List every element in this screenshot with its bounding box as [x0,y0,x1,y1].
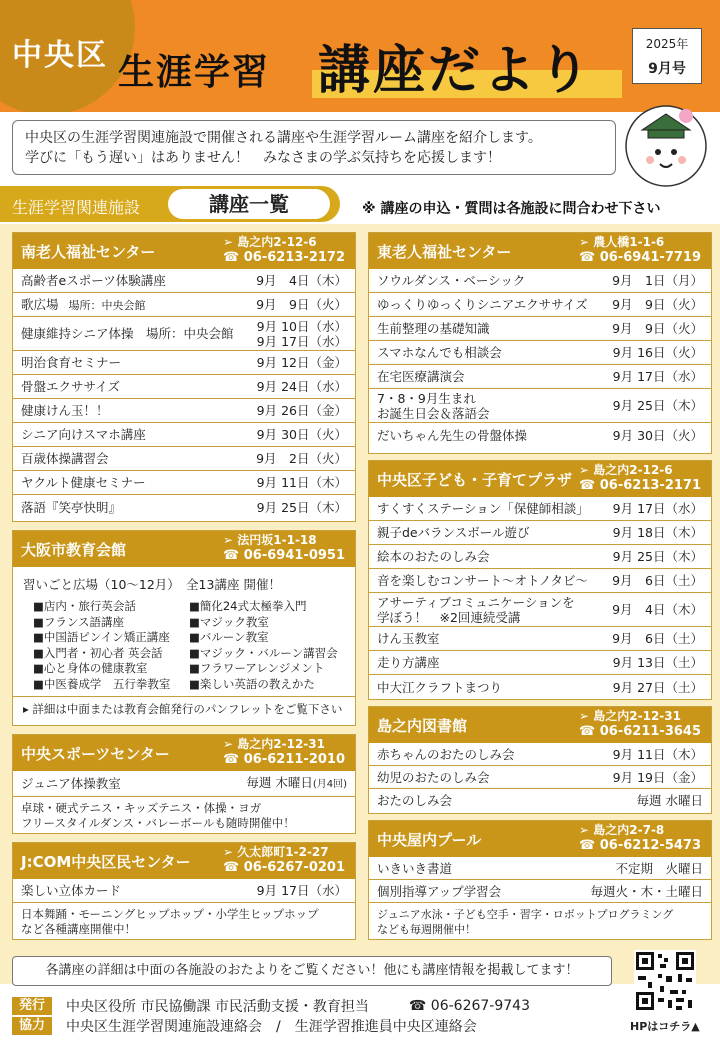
course-name: シニア向けスマホ講座 [21,427,146,442]
course-item: ■バルーン教室 [189,630,269,644]
course-name: 高齢者eスポーツ体験講座 [21,273,166,288]
panel-higashi [368,232,712,454]
kyoiku-body [13,567,355,696]
course-item: ■簡化24式太極拳入門 [189,599,307,613]
facility-name: 島之内図書館 [377,717,468,735]
course-item: ■中医養成学 五行拳教室 [33,676,171,691]
course-date: 9月 25日（木） [612,398,703,413]
course-date: 9月 17日（水） [612,501,703,516]
kyoiku-course-grid [23,599,345,692]
course-name: 健康けん玉！！ [21,403,109,418]
list-item [13,399,355,423]
list-item [369,389,711,423]
course-date: 9月 19日（金） [612,769,703,785]
facility-address: ➢ 農人橋1-1-6 [579,235,665,249]
publisher-phone: ☎ 06-6267-9743 [408,998,530,1014]
panel-library [368,706,712,814]
list-item [369,521,711,545]
course-date: 不定期 火曜日 [615,860,703,876]
course-item: ■中国語ピンイン矯正講座 [33,630,170,644]
course-date: 9月 30日（火） [612,427,703,443]
kyoiku-footnote: ▸ 詳細は中面または教育会館発行のパンフレットをご覧下さい [13,696,355,721]
bottom-notice: 各講座の詳細は中面の各施設のおたよりをご覧ください！他にも講座情報を掲載してます！ [12,956,612,986]
list-item [369,743,711,766]
list-item [369,627,711,651]
kyoiku-headline: 習いごと広場（10～12月） 全13講座 開催！ [23,577,281,592]
course-name: アサーティブコミュニケーションを 学ぼう！ ※2回連続受講 [377,594,575,625]
course-date: 9月 18日（木） [612,525,703,540]
intro-box [12,120,616,175]
course-name-text: 歌広場 [21,296,59,312]
course-date-text: 毎週 木曜日 [246,775,313,790]
panel-header [369,233,711,269]
facility-address: ➢ 島之内2-12-6 [223,235,317,249]
qr-label: HPはコチラ▲ [630,1020,700,1033]
course-date-note: (月4回) [312,779,347,790]
list-item [369,880,711,903]
course-date: 9月 6日（土） [612,631,703,646]
course-date: 9月 10日（水） 9月 17日（水） [256,318,347,349]
list-item [13,317,355,351]
course-date: 9月 27日（土） [612,679,703,695]
panel-sports [12,734,356,834]
course-name: 楽しい立体カード [21,883,122,898]
course-date: 毎週 水曜日 [636,793,703,808]
facility-contact [579,463,701,493]
course-date: 9月 25日（木） [612,549,703,564]
section-pill: 講座一覧 [168,189,330,219]
issue-month: 9月号 [648,61,686,77]
sports-note: 卓球・硬式テニス・キッズテニス・体操・ヨガ フリースタイルダンス・バレーボールも随時開催中！ [21,801,295,830]
course-date: 9月 2日（火） [256,451,347,466]
list-item [369,365,711,389]
course-name: 在宅医療講演会 [377,369,465,384]
panel-header [369,461,711,497]
course-name: 絵本のおたのしみ会 [377,549,490,564]
course-item: ■心と身体の健康教室 [33,661,148,675]
list-item [369,569,711,593]
list-item [13,447,355,471]
list-item [369,675,711,699]
course-item: ■マジック教室 [189,614,269,629]
course-date: 9月 13日（土） [612,655,703,670]
course-name: ヤクルト健康セミナー [21,475,146,490]
panel-header [13,531,355,567]
facility-phone: ☎ 06-6213-2172 [223,250,345,265]
facility-name: J:COM中央区民センター [21,853,191,871]
list-item [369,497,711,521]
list-item [13,879,355,903]
course-name: 個別指導アップ学習会 [377,883,502,899]
course-date: 9月 9日（火） [256,297,347,312]
facility-phone: ☎ 06-6211-2010 [223,752,345,767]
issue-date-box [632,28,702,84]
list-item [13,423,355,447]
facility-address: ➢ 島之内2-12-31 [579,709,681,723]
panel-kodomo [368,460,712,700]
course-name: 走り方講座 [377,655,440,670]
course-date: 9月 24日（水） [256,379,347,394]
list-item [13,293,355,317]
facility-contact [223,845,345,875]
course-name: 親子deバランスボール遊び [377,525,530,540]
qr-code-icon[interactable] [634,950,696,1012]
panel-jcom [12,842,356,940]
course-name: 落語『笑亭快眀』 [21,499,122,515]
panel-header [13,735,355,771]
panel-header [13,233,355,269]
facility-contact [579,709,701,739]
panel-kyoiku [12,530,356,726]
course-date: 9月 6日（土） [612,573,703,588]
list-item [369,317,711,341]
course-date: 9月 25日（木） [256,499,347,515]
course-item: ■フランス語講座 [33,614,125,629]
facility-address: ➢ 島之内2-12-6 [579,463,673,477]
list-item [369,269,711,293]
section-label: 生涯学習関連施設 [12,198,141,217]
cooperation-name: 中央区生涯学習関連施設連絡会 / 生涯学習推進員中央区連絡会 [66,1019,477,1035]
course-name: いきいき書道 [377,860,453,876]
course-date: 9月 4日（木） [612,602,703,617]
list-item [369,766,711,789]
facility-name: 中央屋内プール [377,831,482,849]
course-item: ■フラワーアレンジメント [189,661,325,675]
facility-phone: ☎ 06-6941-7719 [579,250,701,265]
course-name: 赤ちゃんのおたのしみ会 [377,746,515,762]
ward-name: 中央区 [12,38,108,73]
course-name: 百歳体操講習会 [21,451,109,466]
course-name: 幼児のおたのしみ会 [377,769,490,785]
facility-contact [579,823,701,853]
list-item [369,293,711,317]
course-location: 場所：中央会館 [68,298,146,312]
panel-header [369,707,711,743]
course-name: 7・8・9月生まれ お誕生日会＆落語会 [377,390,490,421]
facility-contact [223,533,345,563]
issue-year: 2025年 [645,37,689,51]
title-main: 生涯学習 [118,52,271,93]
list-item [13,375,355,399]
course-item: ■店内・旅行英会話 [33,599,136,613]
course-name: ソウルダンス・ベーシック [377,273,526,288]
course-item: ■マジック・バルーン講習会 [189,645,338,660]
cooperation-line [12,1016,477,1036]
course-name: 明治食育セミナー [21,355,122,370]
course-name: すくすくステーション「保健師相談」 [377,501,589,516]
list-item [13,471,355,495]
list-item [13,269,355,293]
list-item [13,771,355,797]
list-item [369,651,711,675]
facility-phone: ☎ 06-6267-0201 [223,860,345,875]
course-date: 9月 9日（火） [612,297,703,312]
facility-contact [223,235,345,265]
list-item [369,545,711,569]
course-date: 9月 17日（水） [256,883,347,898]
course-item: ■入門者・初心者 英会話 [33,645,163,660]
course-name: ジュニア体操教室 [21,776,121,791]
jcom-note: 日本舞踊・モーニングヒップホップ・小学生ヒップホップ など各種講座開催中！ [21,907,319,936]
list-item [369,423,711,447]
facility-name: 中央区子ども・子育てプラザ [377,471,573,489]
course-name: スマホなんでも相談会 [377,345,502,360]
facility-phone: ☎ 06-6213-2171 [579,478,701,493]
facility-address: ➢ 久太郎町1-2-27 [223,845,329,859]
course-name: 骨盤エクササイズ [21,379,121,394]
course-name: 中大江クラフトまつり [377,679,503,695]
facility-address: ➢ 島之内2-7-8 [579,823,665,837]
intro-line-2: 学びに「もう遅い」はありません！ みなさまの学ぶ気持ちを応援します！ [25,150,501,166]
facility-phone: ☎ 06-6211-3645 [579,724,701,739]
facility-address: ➢ 法円坂1-1-18 [223,533,317,547]
course-date: 9月 17日（水） [612,369,703,384]
panel-minami [12,232,356,522]
publisher-tag: 発行 [12,997,52,1015]
course-date: 毎週火・木・土曜日 [590,883,703,899]
list-item [13,495,355,519]
course-date: 9月 11日（木） [256,475,347,490]
castle-mascot-icon [620,96,712,188]
panel-header [13,843,355,879]
course-item: ■楽しい英語の教えかた [189,676,315,691]
facility-address: ➢ 島之内2-12-31 [223,737,325,751]
publisher-name: 中央区役所 市民協働課 市民活動支援・教育担当 [66,999,369,1015]
title-sub: 講座だより [318,41,594,101]
course-name [21,297,256,313]
list-item [369,857,711,880]
pool-note: ジュニア水泳・子ども空手・習字・ロボットプログラミング なども毎週開催中！ [377,908,674,936]
course-name: けん玉教室 [377,631,440,646]
header [0,0,720,112]
course-name: だいちゃん先生の骨盤体操 [377,427,528,443]
course-name: ゆっくりゆっくりシニアエクササイズ [377,297,588,312]
facility-contact [223,737,345,767]
course-date: 9月 4日（木） [256,273,347,288]
facility-name: 中央スポーツセンター [21,745,170,763]
course-date: 9月 11日（木） [612,746,703,762]
inquiry-notice: ※ 講座の申込・質問は各施設に問合わせ下さい [362,201,661,217]
course-date [246,775,347,792]
facility-name: 東老人福祉センター [377,243,512,261]
publisher-line [12,996,530,1016]
list-item [369,789,711,812]
course-date: 9月 16日（火） [612,345,703,360]
list-item [13,351,355,375]
facility-phone: ☎ 06-6212-5473 [579,838,701,853]
course-name: 健康維持シニア体操 場所：中央会館 [21,326,234,341]
course-name: おたのしみ会 [377,793,453,808]
list-item [369,341,711,365]
panel-header [369,821,711,857]
facility-name: 南老人福祉センター [21,243,156,261]
course-date: 9月 9日（火） [612,321,703,336]
list-item [369,593,711,627]
facility-contact [579,235,701,265]
facility-name: 大阪市教育会館 [21,541,127,559]
course-date: 9月 1日（月） [612,273,703,288]
course-date: 9月 26日（金） [256,403,347,418]
panel-pool [368,820,712,940]
course-name: 音を楽しむコンサート～オトノタビ～ [377,573,588,588]
facility-phone: ☎ 06-6941-0951 [223,548,345,563]
intro-line-1: 中央区の生涯学習関連施設で開催される講座や生涯学習ルーム講座を紹介します。 [25,130,542,146]
course-date: 9月 30日（火） [256,427,347,442]
cooperation-tag: 協力 [12,1017,52,1035]
course-date: 9月 12日（金） [256,355,347,370]
course-name: 生前整理の基礎知識 [377,321,490,336]
